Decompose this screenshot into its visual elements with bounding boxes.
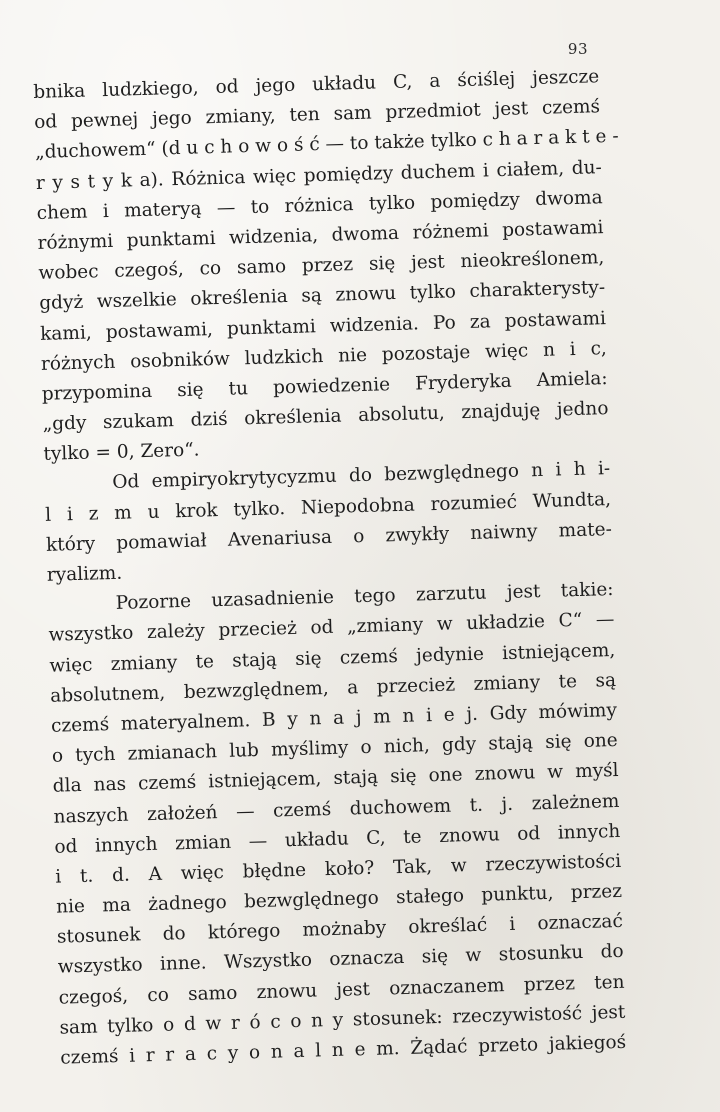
text-line: „duchowem“ (d u c h o w o ś ć — to także tylko c h a r a k t e - bbox=[34, 126, 619, 164]
text-line: czemś materyalnem. B y n a j m n i e j. Gdy mówimy bbox=[50, 699, 618, 737]
text-line: który pomawiał Avenariusa o zwykły naiwny mate- bbox=[45, 518, 613, 556]
text-line: stosunek do którego możnaby określać i oznaczać bbox=[56, 911, 624, 948]
text-line: naszych założeń — czemś duchowem t. j. zależnem bbox=[53, 790, 620, 828]
text-line: czegoś, co samo znowu jest oznaczanem przez ten bbox=[58, 971, 625, 1009]
text-line: różnych osobników ludzkich nie pozostaje więc n i c, bbox=[40, 337, 608, 375]
text-line: wszystko zależy przecież od „zmiany w układzie C“ — bbox=[48, 609, 615, 647]
text-line: absolutnem, bezwzględnem, a przecież zmiany te są bbox=[49, 669, 617, 707]
text-line: sam tylko o d w r ó c o n y stosunek: rzeczywistość jest bbox=[59, 1001, 626, 1039]
text-line: o tych zmianach lub myślimy o nich, gdy stają się one bbox=[51, 730, 619, 767]
text-line: Pozorne uzasadnienie tego zarzutu jest takie: bbox=[115, 579, 614, 615]
text-line: bnika ludzkiego, od jego układu C, a ściślej jeszcze bbox=[33, 66, 600, 103]
text-line: nie ma żadnego bezwględnego stałego punktu, przez bbox=[55, 880, 623, 918]
text-line: przypomina się tu powiedzenie Fryderyka Amiela: bbox=[41, 367, 608, 405]
text-line: od pewnej jego zmiany, ten sam przedmiot jest czemś bbox=[33, 96, 601, 134]
text-line: „gdy szukam dziś określenia absolutu, znajduję jedno bbox=[42, 398, 609, 435]
text-line: dla nas czemś istniejącem, stają się one znowu w myśl bbox=[52, 760, 619, 798]
body-text bbox=[33, 62, 627, 1074]
page-number: 93 bbox=[567, 40, 588, 58]
text-line: wszystko inne. Wszystko oznacza się w stosunku do bbox=[57, 941, 624, 979]
text-line: od innych zmian — układu C, te znowu od innych bbox=[54, 820, 621, 858]
text-line: chem i materyą — to różnica tylko pomiędzy dwoma bbox=[36, 186, 603, 224]
text-line: i t. d. A więc błędne koło? Tak, w rzeczywistości bbox=[55, 850, 622, 888]
text-line: r y s t y k a). Różnica więc pomiędzy duchem i ciałem, du- bbox=[35, 156, 603, 194]
text-line: tylko = 0, Zero“. bbox=[43, 439, 200, 466]
text-line: więc zmiany te stają się czemś jedynie istniejącem, bbox=[49, 639, 616, 677]
text-line: l i z m u krok tylko. Niepodobna rozumieć Wundta, bbox=[44, 488, 612, 526]
text-line: gdyż wszelkie określenia są znowu tylko charakterysty- bbox=[39, 277, 606, 315]
text-line: kami, postawami, punktami widzenia. Po za postawami bbox=[39, 307, 607, 345]
text-line: czemś i r r a c y o n a l n e m. Żądać przeto jakiegoś bbox=[60, 1031, 627, 1069]
text-line: różnymi punktami widzenia, dwoma różnemi postawami bbox=[37, 217, 604, 254]
text-line: wobec czegoś, co samo przez się jest nieokreślonem, bbox=[38, 247, 605, 285]
text-line: Od empiryokrytycyzmu do bezwględnego n i h i- bbox=[112, 458, 611, 494]
text-line: ryalizm. bbox=[46, 562, 123, 586]
